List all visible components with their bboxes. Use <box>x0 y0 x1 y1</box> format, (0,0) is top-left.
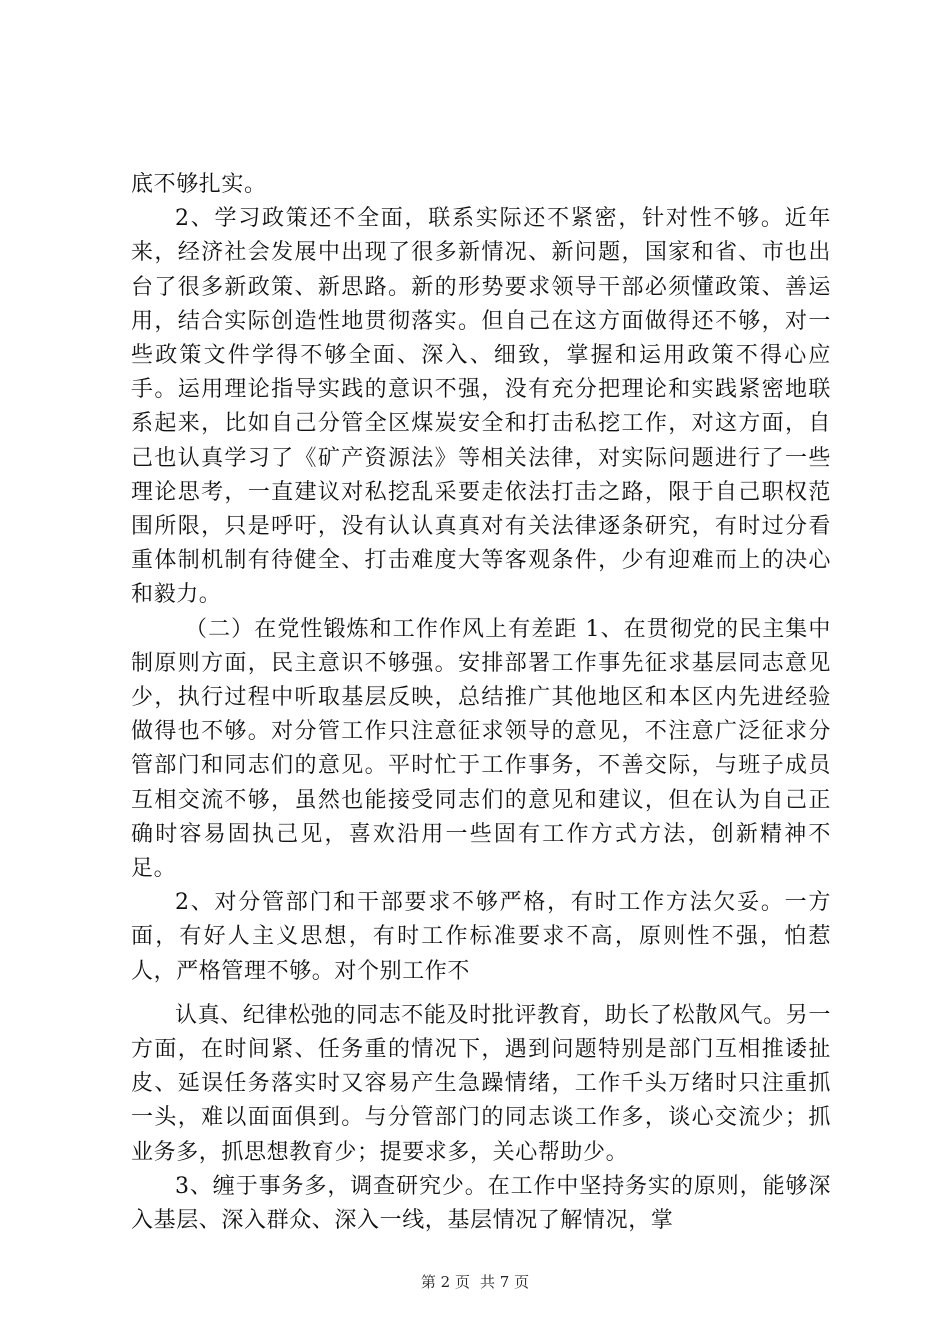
paragraph-research: 3、缠于事务多，调查研究少。在工作中坚持务实的原则，能够深入基层、深入群众、深入一线，基层情况了解情况，掌 <box>131 1173 831 1234</box>
page-footer <box>0 1271 950 1292</box>
page-number: 第 2 页 <box>420 1273 470 1291</box>
paragraph-party-spirit: （二）在党性锻炼和工作作风上有差距 1、在贯彻党的民主集中制原则方面，民主意识不够强。安排部署工作事先征求基层同志意见少，执行过程中听取基层反映，总结推广其他地区和本区内先进经验做得也不够。对分管工作只注意征求领导的意见，不注意广泛征求分管部门和同志们的意见。平时忙于工作事务，不善交际，与班子成员互相交流不够，虽然也能接受同志们的意见和建议，但在认为自己正确时容易固执己见，喜欢沿用一些固有工作方式方法，创新精神不足。 <box>131 616 831 882</box>
paragraph-management-continued: 认真、纪律松弛的同志不能及时批评教育，助长了松散风气。另一方面，在时间紧、任务重的情况下，遇到问题特别是部门互相推诿扯皮、延误任务落实时又容易产生急躁情绪，工作千头万绪时只注重抓一头，难以面面俱到。与分管部门的同志谈工作多，谈心交流少；抓业务多，抓思想教育少；提要求多，关心帮助少。 <box>131 1002 831 1165</box>
paragraph-policy-study: 2、学习政策还不全面，联系实际还不紧密，针对性不够。近年来，经济社会发展中出现了很多新情况、新问题，国家和省、市也出台了很多新政策、新思路。新的形势要求领导干部必须懂政策、善运用，结合实际创造性地贯彻落实。但自己在这方面做得还不够，对一些政策文件学得不够全面、深入、细致，掌握和运用政策不得心应手。运用理论指导实践的意识不强，没有充分把理论和实践紧密地联系起来，比如自己分管全区煤炭安全和打击私挖工作，对这方面，自己也认真学习了《矿产资源法》等相关法律，对实际问题进行了一些理论思考，一直建议对私挖乱采要走依法打击之路，限于自己职权范围所限，只是呼吁，没有认认真真对有关法律逐条研究，有时过分看重体制机制有待健全、打击难度大等客观条件，少有迎难而上的决心和毅力。 <box>131 206 831 608</box>
paragraph-continuation: 底不够扎实。 <box>131 172 267 197</box>
paragraph-management-strictness: 2、对分管部门和干部要求不够严格，有时工作方法欠妥。一方面，有好人主义思想，有时工作标准要求不高，原则性不强，怕惹人，严格管理不够。对个别工作不 <box>131 890 831 984</box>
document-body <box>131 168 831 1238</box>
page-total: 共 7 页 <box>480 1273 530 1291</box>
